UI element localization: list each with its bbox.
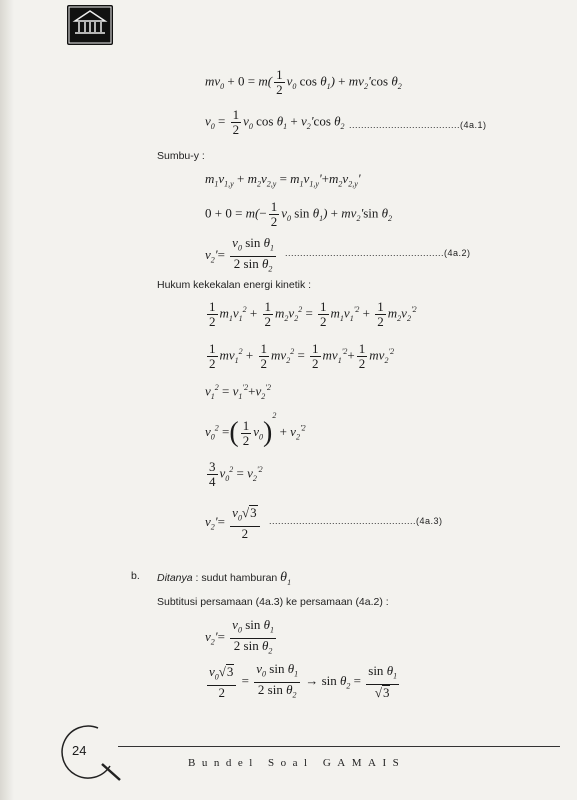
magnifier-icon bbox=[58, 720, 128, 790]
ditanya-label: Ditanya bbox=[157, 572, 193, 584]
equation-final-substitution: $\frac{v_0√3}{2}$ = $\frac{v_0 \sin \theta_1}{2 \sin \theta_2}$ → $\sin \theta_2$ = $\frac{\sin \theta_1}{√3}$ bbox=[209, 661, 398, 700]
theta1-symbol: $\theta_1$ bbox=[280, 570, 292, 587]
footer-book-title: Bundel Soal GAMAIS bbox=[188, 757, 406, 769]
equation-substituted-energy: $v_0^2$ =( $\frac{1}{2}$ $v_0)^2 + v_2^{'2}$ bbox=[205, 411, 306, 449]
equation-4a1: $v_0$ = $\frac{1}{2}$ $v_0$ $\cos \theta_1 + v_2'\cos$ $\theta_2$ bbox=[205, 107, 345, 137]
equation-three-quarters: $\frac{3}{4}$ $v_0^2 = v_2^{'2}$ bbox=[209, 459, 263, 489]
equation-energy-equal-mass: $\frac{1}{2}$ $mv_1^2$ + $\frac{1}{2}$ $mv_2^2$ = $\frac{1}{2}$ $mv_1^{'2}+$ $\frac{1}{2}$ $mv_2^{'2}$ bbox=[209, 341, 395, 371]
equation-energy-general: $\frac{1}{2}$ $m_1v_1^2$ + $\frac{1}{2}$ $m_2v_2^2$ = $\frac{1}{2}$ $m_1v_1^{'2}$ + $\frac{1}{2}$ $m_2v_2^{'2}$ bbox=[209, 299, 417, 329]
section-b-letter: b. bbox=[131, 570, 140, 582]
equation-velocity-squares: $v_1^2 = v_1^{'2}+v_2^{'2}$ bbox=[205, 383, 271, 401]
equation-ref-4a1: .....................................(4a.1) bbox=[349, 120, 487, 130]
equation-momentum-y: 0 + 0 = m(− $\frac{1}{2}$ $v_0$ $\sin \theta_1) + mv_2'\sin$ $\theta_2$ bbox=[205, 199, 393, 229]
equation-4a3: $v_2'=$ $\frac{v_0√3}{2}$ bbox=[205, 505, 262, 541]
equation-4a2: $v_2'=$ $\frac{v_0 \sin \theta_1}{2 \sin \theta_2}$ bbox=[205, 235, 274, 274]
heading-hukum-energi: Hukum kekekalan energi kinetik : bbox=[157, 279, 312, 291]
equation-repeat-4a2: $v_2'=$ $\frac{v_0 \sin \theta_1}{2 \sin \theta_2}$ bbox=[205, 617, 274, 656]
equation-momentum-y-general: $m_1v_{1,y} + m_2v_{2,y} = m_1v_{1,y}'+m_2v_{2,y}'$ bbox=[205, 171, 361, 189]
equation-momentum-x: $mv_0 + 0 = m$( $\frac{1}{2}$ $v_0$ $\cos \theta_1) + mv_2'\cos$ $\theta_2$ bbox=[205, 67, 402, 97]
heading-subtitusi: Subtitusi persamaan (4a.3) ke persamaan (4a.2) : bbox=[157, 596, 389, 608]
page-binding-edge bbox=[0, 0, 14, 800]
page-number: 24 bbox=[72, 743, 87, 758]
heading-sumbu-y: Sumbu-y : bbox=[157, 150, 205, 162]
gamais-logo bbox=[67, 5, 113, 45]
ditanya-rest: : sudut hamburan bbox=[195, 572, 278, 584]
equation-ref-4a3: .................................................(4a.3) bbox=[269, 516, 443, 526]
equation-ref-4a2: .....................................................(4a.2) bbox=[285, 248, 471, 258]
footer-divider bbox=[118, 746, 560, 747]
section-b-ditanya bbox=[157, 570, 291, 587]
